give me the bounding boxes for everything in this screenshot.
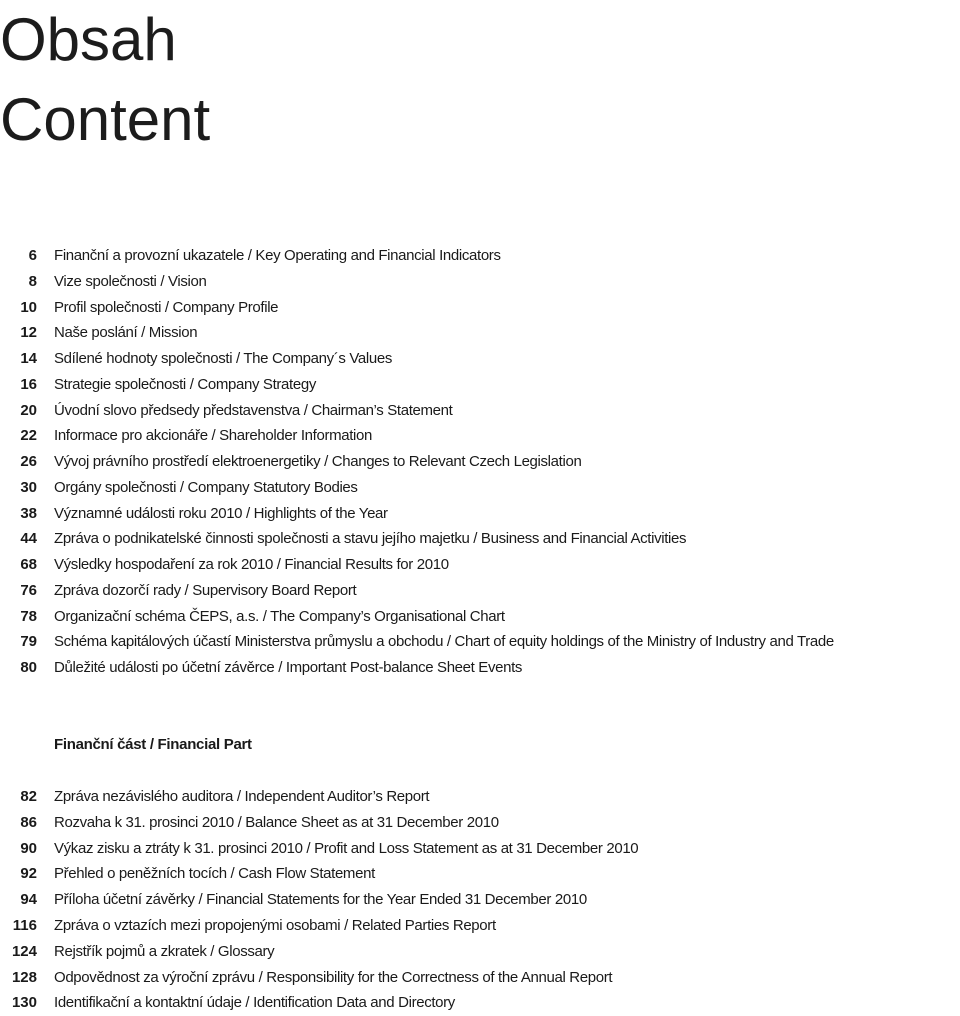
toc-entry-title: Naše poslání / Mission: [54, 324, 198, 342]
toc-entry-title: Informace pro akcionáře / Shareholder Information: [54, 427, 373, 445]
toc-entry-title: Strategie společnosti / Company Strategy: [54, 375, 316, 393]
toc-page-number: 130: [11, 994, 37, 1012]
toc-entry-title: Výsledky hospodaření za rok 2010 / Financial Results for 2010: [54, 556, 449, 573]
toc-page-number: 79: [20, 633, 37, 651]
toc-page-number: 22: [20, 427, 37, 445]
toc-entry-title: Příloha účetní závěrky / Financial Statements for the Year Ended 31 December 2010: [54, 891, 587, 909]
toc-entry: [0, 990, 960, 1016]
toc-entry-title: Výkaz zisku a ztráty k 31. prosinci 2010 / Profit and Loss Statement as at 31 December 2010: [54, 839, 639, 857]
toc-page-number: 80: [20, 659, 37, 676]
toc-page-number: 10: [20, 298, 37, 316]
toc-entry-title: Organizační schéma ČEPS, a.s. / The Company’s Organisational Chart: [54, 607, 505, 625]
toc-entry: [0, 578, 960, 604]
toc-entry: [0, 887, 960, 913]
toc-entry: [0, 243, 960, 269]
toc-entry: [0, 604, 960, 630]
toc-entry: [0, 449, 960, 475]
toc-entry: [0, 810, 960, 836]
toc-entry-title: Schéma kapitálových účastí Ministerstva průmyslu a obchodu / Chart of equity holdings of the Ministry of Industry and Trade: [54, 633, 834, 651]
toc-entry-title: Významné události roku 2010 / Highlights of the Year: [54, 504, 388, 522]
toc-page-number: 124: [11, 942, 37, 960]
toc-page-number: 68: [20, 556, 37, 573]
toc-page-number: 38: [20, 504, 37, 522]
toc-entry: [0, 939, 960, 965]
toc-entry: [0, 475, 960, 501]
toc-entry-title: Profil společnosti / Company Profile: [54, 298, 279, 316]
toc-page-number: 116: [12, 916, 37, 934]
toc-page-number: 78: [20, 607, 37, 625]
toc-entry-title: Zpráva nezávislého auditora / Independent Auditor’s Report: [54, 788, 430, 805]
toc-entry-title: Zpráva o vztazích mezi propojenými osobami / Related Parties Report: [54, 916, 496, 934]
toc-entry-title: Rozvaha k 31. prosinci 2010 / Balance Sheet as at 31 December 2010: [54, 813, 499, 831]
toc-page-number: 86: [20, 813, 37, 831]
toc-page-number: 82: [20, 788, 37, 805]
toc-page-number: 16: [20, 375, 37, 393]
toc-page-number: 76: [20, 581, 37, 599]
toc-entry: [0, 784, 960, 810]
toc-entry: [0, 295, 960, 321]
toc-entry: [0, 372, 960, 398]
toc-entry-title: Zpráva dozorčí rady / Supervisory Board Report: [54, 581, 357, 599]
toc-page-number: 12: [20, 324, 37, 342]
toc-page-number: 6: [28, 247, 37, 264]
toc-page-number: 20: [20, 401, 37, 419]
toc-entry-title: Odpovědnost za výroční zprávu / Responsibility for the Correctness of the Annual Report: [54, 968, 613, 986]
toc-entry-title: Orgány společnosti / Company Statutory Bodies: [54, 478, 358, 496]
toc-page-number: 90: [20, 839, 37, 857]
toc-page-number: 30: [20, 478, 37, 496]
page-title: [0, 0, 210, 160]
toc-entry-title: Identifikační a kontaktní údaje / Identification Data and Directory: [54, 994, 455, 1012]
toc-entry-title: Finanční a provozní ukazatele / Key Operating and Financial Indicators: [54, 247, 501, 264]
toc-entry-title: Rejstřík pojmů a zkratek / Glossary: [54, 942, 275, 960]
toc-entry: [0, 501, 960, 527]
toc-entry-title: Vize společnosti / Vision: [54, 272, 207, 290]
toc-entry-title: Sdílené hodnoty společnosti / The Company´s Values: [54, 350, 392, 367]
toc-entry: [0, 398, 960, 424]
toc-entry: [0, 655, 960, 681]
toc-entry: [0, 552, 960, 578]
toc-entry-title: Úvodní slovo předsedy představenstva / Chairman’s Statement: [54, 401, 453, 419]
toc-entry-title: Přehled o peněžních tocích / Cash Flow Statement: [54, 865, 375, 883]
toc-entry-title: Důležité události po účetní závěrce / Important Post-balance Sheet Events: [54, 659, 523, 676]
title-czech: Obsah: [0, 6, 177, 73]
toc-entry: [0, 526, 960, 552]
toc-entry: [0, 423, 960, 449]
table-of-contents-financial: [0, 784, 960, 1016]
toc-page-number: 14: [20, 350, 37, 367]
toc-page-number: 44: [20, 530, 37, 548]
toc-entry: [0, 836, 960, 862]
toc-page-number: 92: [20, 865, 37, 883]
table-of-contents-main: [0, 243, 960, 681]
toc-entry: [0, 861, 960, 887]
toc-entry: [0, 965, 960, 991]
toc-entry: [0, 346, 960, 372]
toc-entry-title: Vývoj právního prostředí elektroenergetiky / Changes to Relevant Czech Legislation: [54, 453, 582, 470]
toc-page-number: 94: [20, 891, 37, 909]
toc-entry: [0, 320, 960, 346]
title-english: Content: [0, 86, 211, 153]
financial-part-heading: Finanční část / Financial Part: [54, 736, 252, 753]
toc-entry-title: Zpráva o podnikatelské činnosti společnosti a stavu jejího majetku / Business and Financial Activities: [54, 530, 687, 548]
toc-entry: [0, 269, 960, 295]
toc-entry: [0, 913, 960, 939]
toc-entry: [0, 629, 960, 655]
toc-page-number: 26: [20, 453, 37, 470]
toc-page-number: 128: [11, 968, 37, 986]
toc-page-number: 8: [28, 272, 37, 290]
